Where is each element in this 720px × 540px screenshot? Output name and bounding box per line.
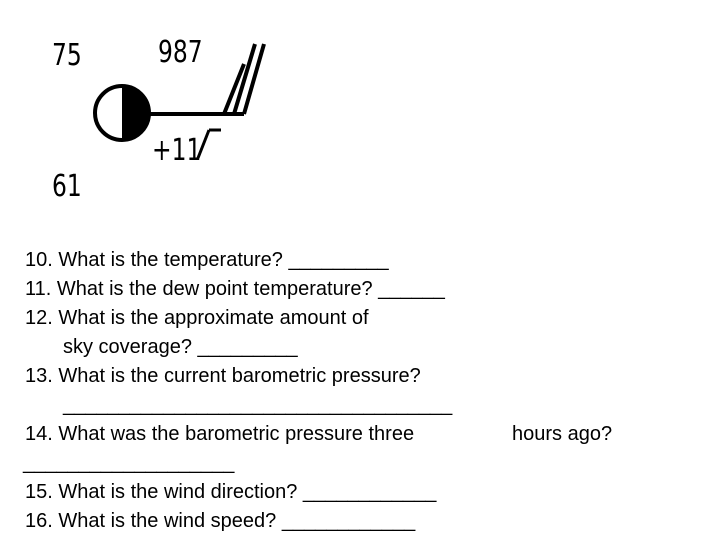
question-12: 12. What is the approximate amount of (25, 307, 369, 329)
question-14-continued: hours ago? (512, 423, 613, 445)
question-10: 10. What is the temperature? _________ (25, 249, 389, 271)
pressure-tendency-icon (198, 130, 221, 158)
question-15: 15. What is the wind direction? ____________ (25, 481, 437, 503)
question-12-continued: sky coverage? _________ (63, 336, 298, 358)
question-16: 16. What is the wind speed? ____________ (25, 510, 416, 532)
cloud-cover-icon (95, 86, 149, 140)
question-14: 14. What was the barometric pressure three (25, 423, 415, 445)
dew-point-value: 61 (51, 169, 82, 204)
question-11: 11. What is the dew point temperature? ______ (25, 278, 445, 300)
pressure-value: 987 (158, 35, 203, 70)
question-14-answer-line: ___________________ (23, 452, 235, 474)
question-13-answer-line: ___________________________________ (63, 394, 453, 416)
station-model (0, 0, 720, 230)
question-13: 13. What is the current barometric pressure? (25, 365, 421, 387)
temperature-value: 75 (51, 38, 82, 73)
pressure-tendency-value: +11 (152, 133, 202, 168)
